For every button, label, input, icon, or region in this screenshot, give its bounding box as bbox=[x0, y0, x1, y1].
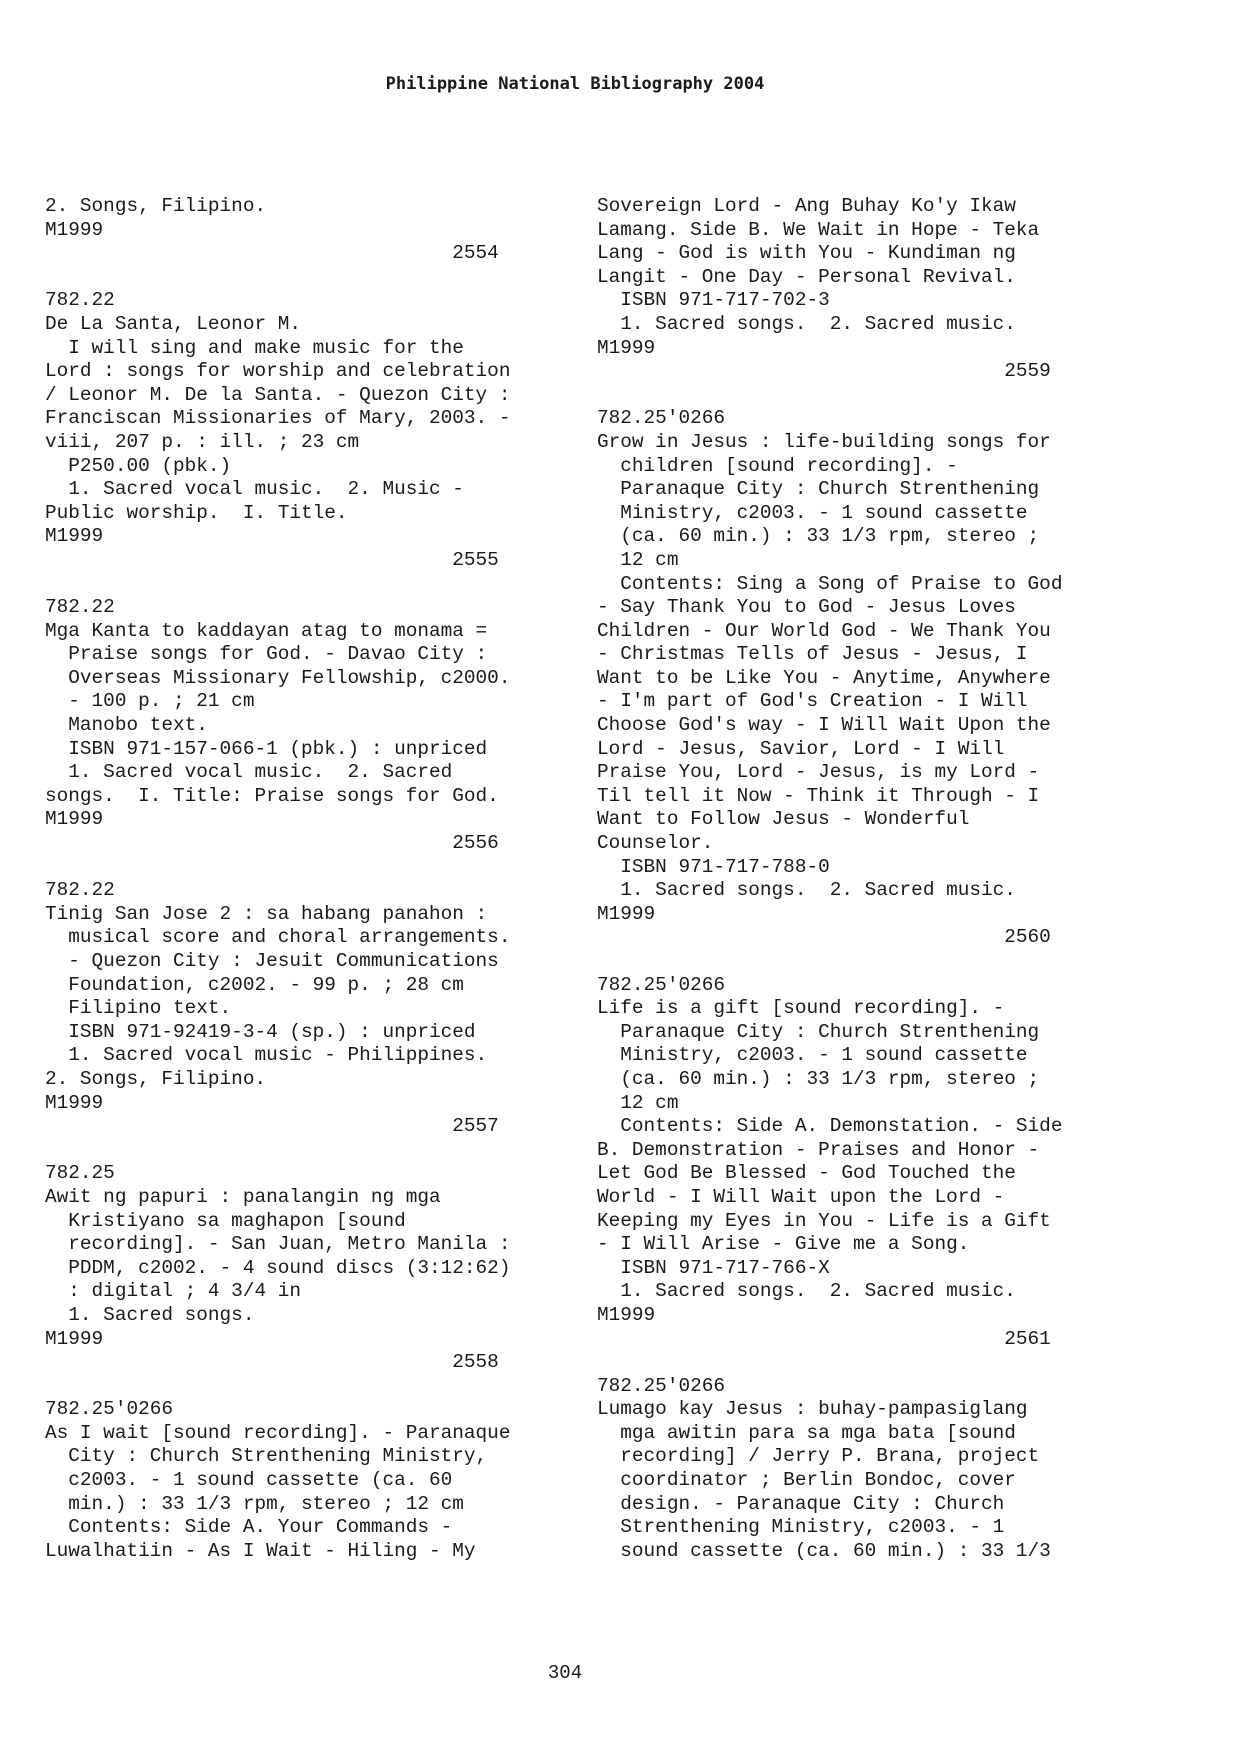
bibliography-line bbox=[597, 950, 1107, 974]
bibliography-line: ISBN 971-157-066-1 (pbk.) : unpriced bbox=[45, 737, 488, 760]
bibliography-line: Counselor. bbox=[597, 832, 714, 855]
bibliography-line: 782.22 bbox=[45, 879, 115, 902]
bibliography-line: Keeping my Eyes in You - Life is a Gift bbox=[597, 1209, 1051, 1232]
bibliography-line: Awit ng papuri : panalangin ng mga bbox=[45, 1185, 441, 1208]
bibliography-line: c2003. - 1 sound cassette (ca. 60 bbox=[45, 1469, 453, 1492]
bibliography-line bbox=[45, 573, 555, 597]
bibliography-line bbox=[597, 1351, 1107, 1375]
bibliography-line: M1999 bbox=[45, 1327, 104, 1350]
bibliography-line: 1. Sacred vocal music - Philippines. bbox=[45, 1044, 488, 1067]
right-column bbox=[597, 195, 1107, 1563]
bibliography-line: sound cassette (ca. 60 min.) : 33 1/3 bbox=[597, 1539, 1051, 1562]
bibliography-line: mga awitin para sa mga bata [sound bbox=[597, 1421, 1016, 1444]
bibliography-line: Luwalhatiin - As I Wait - Hiling - My bbox=[45, 1539, 476, 1562]
bibliography-line: Kristiyano sa maghapon [sound bbox=[45, 1209, 406, 1232]
bibliography-line: musical score and choral arrangements. bbox=[45, 926, 511, 949]
bibliography-line: ISBN 971-717-766-X bbox=[597, 1256, 830, 1279]
bibliography-line: Paranaque City : Church Strenthening bbox=[597, 1020, 1040, 1043]
bibliography-line: I will sing and make music for the bbox=[45, 336, 464, 359]
bibliography-line: - Quezon City : Jesuit Communications bbox=[45, 950, 499, 972]
bibliography-line: / Leonor M. De la Santa. - Quezon City : bbox=[45, 383, 511, 406]
bibliography-line: Lord - Jesus, Savior, Lord - I Will bbox=[597, 737, 1005, 760]
bibliography-line: 782.25 bbox=[45, 1162, 115, 1185]
bibliography-line: 782.22 bbox=[45, 596, 115, 619]
bibliography-line bbox=[45, 266, 555, 290]
bibliography-line: Grow in Jesus : life-building songs for bbox=[597, 430, 1051, 453]
bibliography-line: - Christmas Tells of Jesus - Jesus, I bbox=[597, 643, 1028, 666]
bibliography-line: 1. Sacred vocal music. 2. Music - bbox=[45, 478, 464, 501]
bibliography-line: Manobo text. bbox=[45, 714, 208, 737]
bibliography-line: - Say Thank You to God - Jesus Loves bbox=[597, 596, 1016, 619]
bibliography-line: M1999 bbox=[597, 902, 656, 925]
bibliography-line: ISBN 971-717-702-3 bbox=[597, 289, 830, 312]
bibliography-line: City : Church Strenthening Ministry, bbox=[45, 1445, 488, 1468]
bibliography-line bbox=[45, 1375, 555, 1399]
bibliography-line: M1999 bbox=[45, 218, 104, 241]
bibliography-line: 2559 bbox=[597, 360, 1051, 383]
bibliography-line: : digital ; 4 3/4 in bbox=[45, 1280, 301, 1303]
bibliography-line: 12 cm bbox=[597, 1091, 679, 1114]
bibliography-line bbox=[597, 384, 1107, 408]
bibliography-line: P250.00 (pbk.) bbox=[45, 454, 232, 477]
bibliography-line: 782.22 bbox=[45, 289, 115, 312]
bibliography-line: M1999 bbox=[45, 808, 104, 831]
bibliography-line: M1999 bbox=[45, 525, 104, 548]
bibliography-line: Langit - One Day - Personal Revival. bbox=[597, 265, 1016, 288]
bibliography-line: 782.25'0266 bbox=[597, 407, 725, 430]
bibliography-line: ISBN 971-717-788-0 bbox=[597, 855, 830, 878]
bibliography-line: Praise songs for God. - Davao City : bbox=[45, 643, 488, 666]
bibliography-line: Ministry, c2003. - 1 sound cassette bbox=[597, 501, 1028, 524]
bibliography-line: 1. Sacred vocal music. 2. Sacred bbox=[45, 761, 453, 784]
bibliography-line: Want to Follow Jesus - Wonderful bbox=[597, 808, 970, 831]
bibliography-line: Lamang. Side B. We Wait in Hope - Teka bbox=[597, 218, 1040, 241]
bibliography-line: viii, 207 p. : ill. ; 23 cm bbox=[45, 430, 360, 453]
left-column bbox=[45, 195, 555, 1563]
bibliography-line: 2. Songs, Filipino. bbox=[45, 1067, 267, 1090]
bibliography-line: 12 cm bbox=[597, 548, 679, 571]
bibliography-line: M1999 bbox=[45, 1091, 104, 1114]
bibliography-line: 2554 bbox=[45, 242, 499, 265]
bibliography-line: 2558 bbox=[45, 1351, 499, 1374]
bibliography-line: Children - Our World God - We Thank You bbox=[597, 619, 1051, 642]
bibliography-line: Lang - God is with You - Kundiman ng bbox=[597, 242, 1016, 265]
bibliography-line: PDDM, c2002. - 4 sound discs (3:12:62) bbox=[45, 1256, 511, 1279]
bibliography-line: 782.25'0266 bbox=[597, 973, 725, 996]
bibliography-line: recording]. - San Juan, Metro Manila : bbox=[45, 1233, 511, 1256]
bibliography-line: De La Santa, Leonor M. bbox=[45, 312, 301, 335]
bibliography-line: Choose God's way - I Will Wait Upon the bbox=[597, 714, 1051, 737]
bibliography-line: min.) : 33 1/3 rpm, stereo ; 12 cm bbox=[45, 1492, 464, 1515]
bibliography-line: Overseas Missionary Fellowship, c2000. bbox=[45, 666, 511, 689]
bibliography-line: (ca. 60 min.) : 33 1/3 rpm, stereo ; bbox=[597, 1067, 1040, 1090]
bibliography-line: 2557 bbox=[45, 1115, 499, 1138]
bibliography-line: Contents: Side A. Demonstation. - Side bbox=[597, 1115, 1063, 1138]
page-title: Philippine National Bibliography 2004 bbox=[385, 74, 765, 94]
bibliography-line: Praise You, Lord - Jesus, is my Lord - bbox=[597, 761, 1040, 784]
bibliography-line: 1. Sacred songs. 2. Sacred music. bbox=[597, 879, 1016, 902]
bibliography-line: Ministry, c2003. - 1 sound cassette bbox=[597, 1044, 1028, 1067]
bibliography-line: Lumago kay Jesus : buhay-pampasiglang bbox=[597, 1398, 1028, 1421]
bibliography-line: Strenthening Ministry, c2003. - 1 bbox=[597, 1516, 1005, 1539]
bibliography-line: Foundation, c2002. - 99 p. ; 28 cm bbox=[45, 973, 464, 996]
bibliography-line bbox=[45, 1139, 555, 1163]
bibliography-line: 1. Sacred songs. bbox=[45, 1303, 255, 1326]
bibliography-line: 2556 bbox=[45, 832, 499, 855]
bibliography-line: 2555 bbox=[45, 548, 499, 571]
bibliography-line: Mga Kanta to kaddayan atag to monama = bbox=[45, 619, 488, 642]
bibliography-line: coordinator ; Berlin Bondoc, cover bbox=[597, 1469, 1016, 1492]
bibliography-line: Filipino text. bbox=[45, 997, 232, 1020]
bibliography-line: (ca. 60 min.) : 33 1/3 rpm, stereo ; bbox=[597, 525, 1040, 548]
bibliography-line: Sovereign Lord - Ang Buhay Ko'y Ikaw bbox=[597, 195, 1016, 217]
bibliography-line: ISBN 971-92419-3-4 (sp.) : unpriced bbox=[45, 1020, 476, 1043]
bibliography-line: Life is a gift [sound recording]. - bbox=[597, 997, 1005, 1020]
bibliography-line: 1. Sacred songs. 2. Sacred music. bbox=[597, 1280, 1016, 1303]
bibliography-line: Want to be Like You - Anytime, Anywhere bbox=[597, 666, 1051, 689]
bibliography-line: Til tell it Now - Think it Through - I bbox=[597, 784, 1040, 807]
bibliography-line: - 100 p. ; 21 cm bbox=[45, 690, 255, 713]
bibliography-line: 2560 bbox=[597, 926, 1051, 949]
bibliography-line: 782.25'0266 bbox=[45, 1398, 173, 1421]
bibliography-line: Franciscan Missionaries of Mary, 2003. - bbox=[45, 407, 511, 430]
bibliography-line: Paranaque City : Church Strenthening bbox=[597, 478, 1040, 501]
bibliography-line: - I'm part of God's Creation - I Will bbox=[597, 690, 1028, 713]
bibliography-line bbox=[45, 856, 555, 880]
bibliography-line: 2. Songs, Filipino. bbox=[45, 195, 267, 217]
bibliography-line: - I Will Arise - Give me a Song. bbox=[597, 1233, 970, 1256]
bibliography-line: 2561 bbox=[597, 1327, 1051, 1350]
bibliography-line: Tinig San Jose 2 : sa habang panahon : bbox=[45, 902, 488, 925]
bibliography-line: As I wait [sound recording]. - Paranaque bbox=[45, 1421, 511, 1444]
bibliography-line: songs. I. Title: Praise songs for God. bbox=[45, 784, 499, 807]
bibliography-line: 1. Sacred songs. 2. Sacred music. bbox=[597, 312, 1016, 335]
bibliography-line: Contents: Sing a Song of Praise to God bbox=[597, 572, 1063, 595]
bibliography-line: children [sound recording]. - bbox=[597, 454, 958, 477]
page-number: 304 bbox=[547, 1662, 583, 1684]
bibliography-line: M1999 bbox=[597, 1303, 656, 1326]
bibliography-line: Contents: Side A. Your Commands - bbox=[45, 1516, 453, 1539]
bibliography-line: World - I Will Wait upon the Lord - bbox=[597, 1185, 1005, 1208]
bibliography-line: Lord : songs for worship and celebration bbox=[45, 360, 511, 383]
bibliography-line: B. Demonstration - Praises and Honor - bbox=[597, 1138, 1040, 1161]
bibliography-line: 782.25'0266 bbox=[597, 1374, 725, 1397]
bibliography-line: M1999 bbox=[597, 336, 656, 359]
bibliography-line: design. - Paranaque City : Church bbox=[597, 1492, 1005, 1515]
bibliography-line: Public worship. I. Title. bbox=[45, 501, 348, 524]
bibliography-line: recording] / Jerry P. Brana, project bbox=[597, 1445, 1040, 1468]
bibliography-line: Let God Be Blessed - God Touched the bbox=[597, 1162, 1016, 1185]
